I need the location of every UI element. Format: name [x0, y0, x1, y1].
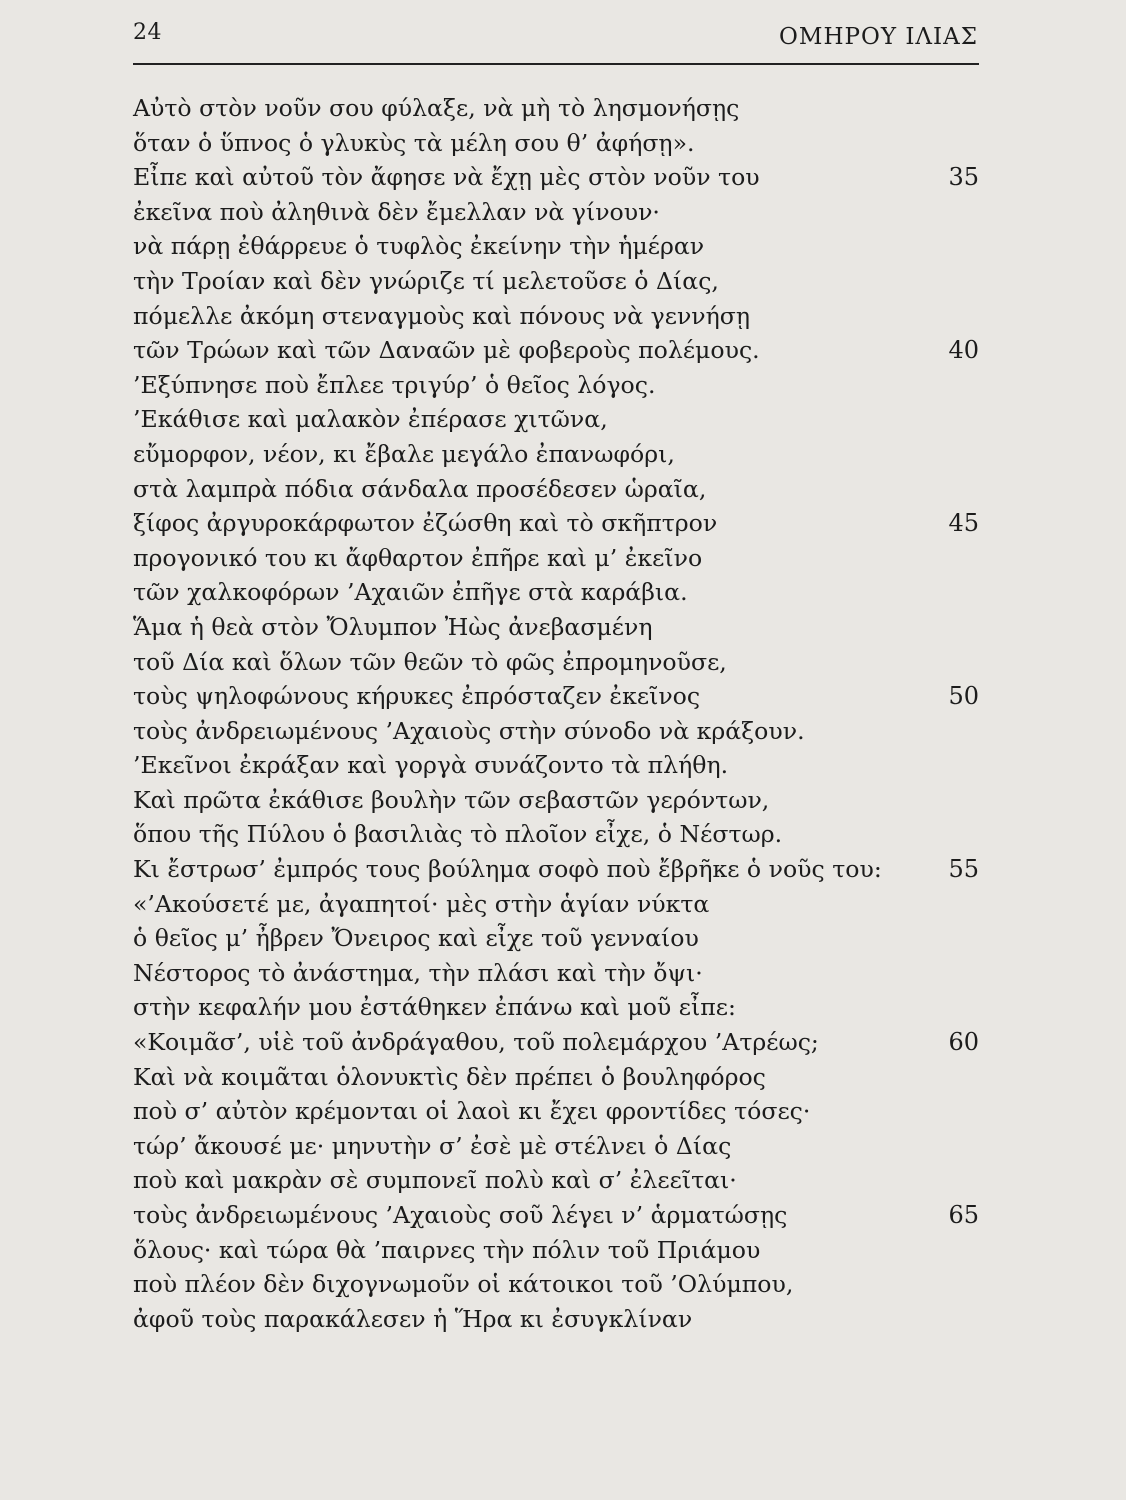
verse-text: τοὺς ψηλοφώνους κήρυκες ἐπρόσταζεν ἐκεῖνος	[133, 682, 701, 711]
verse-line	[133, 368, 979, 403]
verse-text: Ἅμα ἡ θεὰ στὸν Ὄλυμπον Ἠὼς ἀνεβασμένη	[133, 612, 653, 641]
verse-text: τῶν Τρώων καὶ τῶν Δαναῶν μὲ φοβεροὺς πολέμους.	[133, 336, 760, 365]
verse-line	[133, 1302, 979, 1337]
verse-text: Κι ἔστρωσ’ ἐμπρός τους βούλημα σοφὸ ποὺ ἔβρῆκε ὁ νοῦς του:	[133, 855, 882, 884]
verse-line	[133, 887, 979, 922]
verse-line	[133, 610, 979, 645]
verse-text: Αὐτὸ στὸν νοῦν σου φύλαξε, νὰ μὴ τὸ λησμονήσῃς	[133, 94, 740, 122]
verse-text: «Κοιμᾶσ’, υἱὲ τοῦ ἀνδράγαθου, τοῦ πολεμάρχου ’Ατρέως;	[133, 1028, 819, 1057]
verse-line	[133, 541, 979, 576]
verse-text: ’Εξύπνησε ποὺ ἔπλεε τριγύρ’ ὁ θεῖος λόγος.	[133, 370, 656, 399]
verse-line	[133, 1094, 979, 1129]
verse-text: εὔμορφον, νέον, κι ἔβαλε μεγάλο ἐπανωφόρι,	[133, 439, 675, 468]
verse-text: «’Ακούσετέ με, ἀγαπητοί· μὲς στὴν ἁγίαν νύκτα	[133, 889, 710, 918]
verse-line	[133, 333, 979, 368]
line-number: 45	[948, 509, 979, 538]
verse-text: ποὺ σ’ αὐτὸν κρέμονται οἱ λαοὶ κι ἔχει φροντίδες τόσες·	[133, 1097, 811, 1126]
verse-list	[133, 91, 979, 1336]
verse-line	[133, 437, 979, 472]
verse-text: ἐκεῖνα ποὺ ἀληθινὰ δὲν ἔμελλαν νὰ γίνουν·	[133, 197, 660, 226]
line-number: 50	[948, 682, 979, 711]
line-number: 40	[948, 336, 979, 365]
verse-text: τώρ’ ἄκουσέ με· μηνυτὴν σ’ ἐσὲ μὲ στέλνει ὁ Δίας	[133, 1131, 732, 1160]
verse-text: νὰ πάρῃ ἐθάρρευε ὁ τυφλὸς ἐκείνην τὴν ἡμέραν	[133, 232, 705, 261]
verse-text: ὁ θεῖος μ’ ἦβρεν Ὄνειρος καὶ εἶχε τοῦ γενναίου	[133, 924, 699, 953]
verse-text: στὰ λαμπρὰ πόδια σάνδαλα προσέδεσεν ὡραῖα,	[133, 474, 707, 503]
verse-line	[133, 679, 979, 714]
verse-line	[133, 91, 979, 126]
header-rule	[133, 63, 979, 65]
verse-line	[133, 402, 979, 437]
verse-line	[133, 1025, 979, 1060]
verse-text: Καὶ νὰ κοιμᾶται ὁλονυκτὶς δὲν πρέπει ὁ βουληφόρος	[133, 1062, 766, 1091]
running-head: ΟΜΗΡΟΥ ΙΛΙΑΣ	[779, 24, 978, 50]
verse-text: πόμελλε ἀκόμη στεναγμοὺς καὶ πόνους νὰ γεννήσῃ	[133, 301, 751, 330]
verse-line	[133, 299, 979, 334]
verse-line	[133, 229, 979, 264]
verse-text: ὅταν ὁ ὕπνος ὁ γλυκὺς τὰ μέλη σου θ’ ἀφήσῃ».	[133, 128, 695, 157]
line-number: 65	[948, 1201, 979, 1229]
verse-line	[133, 126, 979, 161]
verse-text: ὅλους· καὶ τώρα θὰ ’παιρνες τὴν πόλιν τοῦ Πριάμου	[133, 1235, 761, 1264]
verse-line	[133, 956, 979, 991]
verse-line	[133, 783, 979, 818]
verse-text: στὴν κεφαλήν μου ἐστάθηκεν ἐπάνω καὶ μοῦ εἶπε:	[133, 993, 736, 1022]
verse-line	[133, 817, 979, 852]
verse-text: Καὶ πρῶτα ἐκάθισε βουλὴν τῶν σεβαστῶν γερόντων,	[133, 785, 770, 814]
verse-text: τὴν Τροίαν καὶ δὲν γνώριζε τί μελετοῦσε ὁ Δίας,	[133, 266, 719, 295]
verse-line	[133, 1060, 979, 1095]
verse-text: ’Εκεῖνοι ἐκράξαν καὶ γοργὰ συνάζοντο τὰ πλήθη.	[133, 751, 729, 780]
verse-text: ἀφοῦ τοὺς παρακάλεσεν ἡ Ἥρα κι ἐσυγκλίναν	[133, 1304, 693, 1333]
verse-line	[133, 852, 979, 887]
verse-text: ξίφος ἀργυροκάρφωτον ἐζώσθη καὶ τὸ σκῆπτρον	[133, 509, 718, 538]
line-number: 55	[948, 855, 979, 884]
verse-text: Εἶπε καὶ αὐτοῦ τὸν ἄφησε νὰ ἔχῃ μὲς στὸν νοῦν του	[133, 163, 760, 192]
verse-text: τοὺς ἀνδρειωμένους ’Αχαιοὺς στὴν σύνοδο νὰ κράξουν.	[133, 716, 805, 745]
verse-line	[133, 1233, 979, 1268]
verse-line	[133, 160, 979, 195]
verse-line	[133, 921, 979, 956]
page-number: 24	[133, 20, 162, 45]
line-number: 35	[948, 163, 979, 192]
verse-line	[133, 575, 979, 610]
verse-line	[133, 1163, 979, 1198]
verse-line	[133, 1129, 979, 1164]
verse-line	[133, 195, 979, 230]
verse-line	[133, 645, 979, 680]
verse-text: προγονικό του κι ἄφθαρτον ἐπῆρε καὶ μ’ ἐκεῖνο	[133, 543, 703, 572]
verse-line	[133, 264, 979, 299]
verse-text: τοῦ Δία καὶ ὅλων τῶν θεῶν τὸ φῶς ἐπρομηνοῦσε,	[133, 647, 727, 676]
line-number: 60	[948, 1028, 979, 1057]
verse-text: τῶν χαλκοφόρων ’Αχαιῶν ἐπῆγε στὰ καράβια.	[133, 578, 688, 607]
verse-line	[133, 748, 979, 783]
verse-text: ποὺ πλέον δὲν διχογνωμοῦν οἱ κάτοικοι τοῦ ’Ολύμπου,	[133, 1270, 794, 1299]
verse-text: ποὺ καὶ μακρὰν σὲ συμπονεῖ πολὺ καὶ σ’ ἐλεεῖται·	[133, 1166, 737, 1195]
verse-line	[133, 1198, 979, 1233]
verse-text: ’Εκάθισε καὶ μαλακὸν ἐπέρασε χιτῶνα,	[133, 405, 608, 434]
verse-line	[133, 990, 979, 1025]
verse-text: τοὺς ἀνδρειωμένους ’Αχαιοὺς σοῦ λέγει ν’ ἁρματώσῃς	[133, 1201, 788, 1229]
verse-line	[133, 506, 979, 541]
verse-line	[133, 714, 979, 749]
verse-line	[133, 1267, 979, 1302]
verse-line	[133, 472, 979, 507]
verse-text: Νέστορος τὸ ἀνάστημα, τὴν πλάσι καὶ τὴν ὄψι·	[133, 958, 703, 987]
verse-text: ὅπου τῆς Πύλου ὁ βασιλιὰς τὸ πλοῖον εἶχε, ὁ Νέστωρ.	[133, 820, 783, 849]
